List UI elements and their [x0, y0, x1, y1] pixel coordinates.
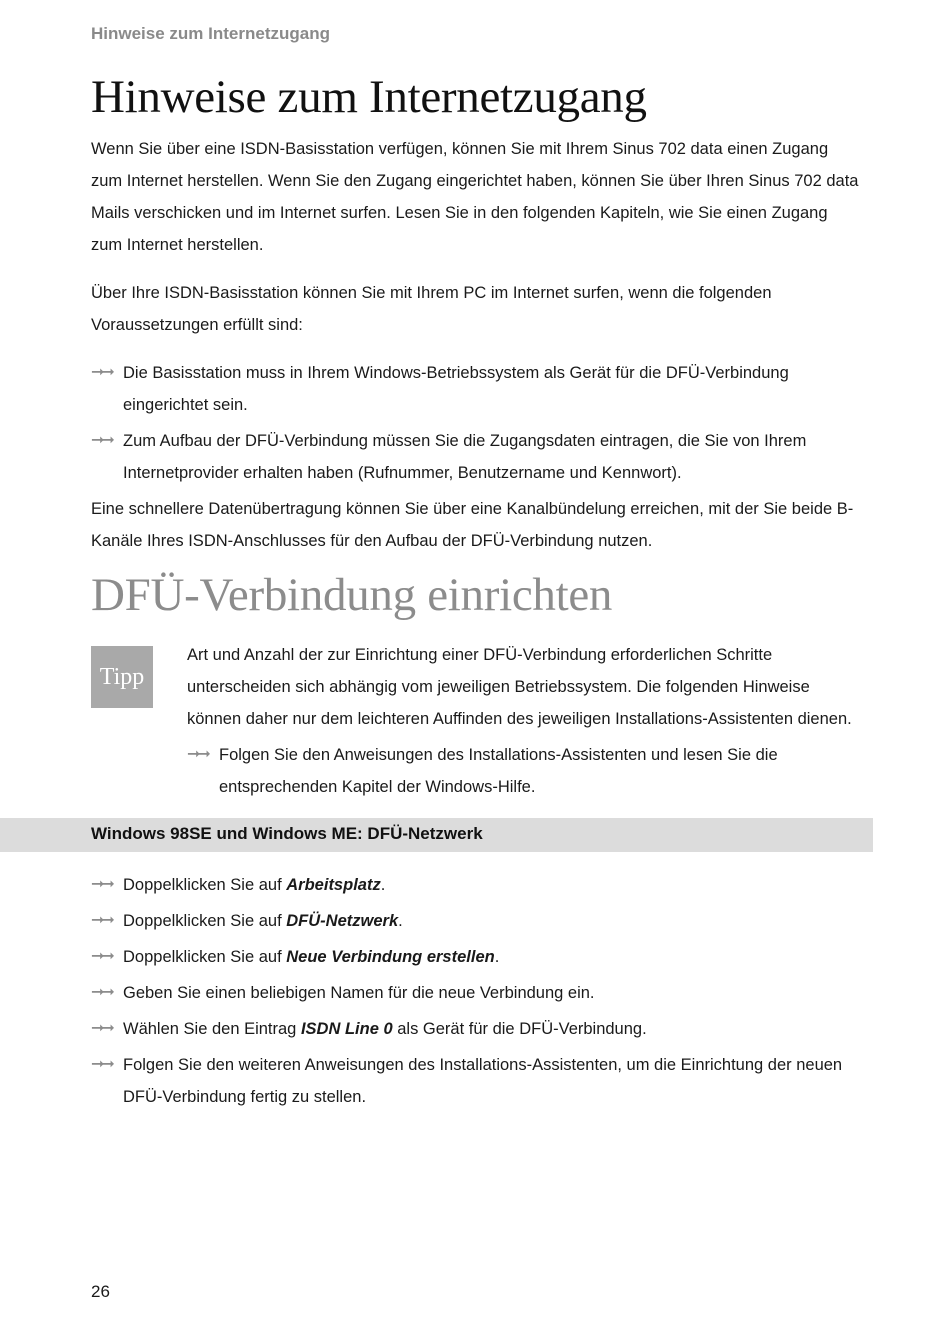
step-text-before: Geben Sie einen beliebigen Namen für die neue Verbindung ein.	[123, 984, 595, 1002]
running-head: Hinweise zum Internetzugang	[91, 24, 330, 43]
double-arrow-icon: ➞➞	[91, 876, 112, 893]
list-item	[91, 905, 863, 937]
list-item	[91, 425, 863, 489]
tip-label: Tipp	[99, 663, 145, 690]
intro-paragraph: Wenn Sie über eine ISDN-Basisstation verfügen, können Sie mit Ihrem Sinus 702 data einen Zugang zum Internet herstellen. Wenn Sie den Zugang eingerichtet haben, können Sie über Ihren Sinus 702 data Mails verschicken und im Internet surfen. Lesen Sie in den folgenden Kapiteln, wie Sie einen Zugang zum Internet herstellen.	[91, 140, 859, 254]
channel-bundling-paragraph: Eine schnellere Datenübertragung können Sie über eine Kanalbündelung erreichen, mit der Sie beide B-Kanäle Ihres ISDN-Anschlusses für den Aufbau der DFÜ-Verbindung nutzen.	[91, 500, 854, 550]
step-text-before: Wählen Sie den Eintrag	[123, 1020, 301, 1038]
list-item	[91, 1013, 863, 1045]
double-arrow-icon: ➞➞	[91, 364, 112, 381]
double-arrow-icon: ➞➞	[187, 746, 208, 763]
section-title: DFÜ-Verbindung einrichten	[91, 569, 613, 621]
list-item	[91, 1049, 863, 1113]
windows-section-bar	[0, 818, 873, 852]
tip-list	[187, 739, 863, 803]
list-item-text: Die Basisstation muss in Ihrem Windows-Betriebssystem als Gerät für die DFÜ-Verbindung eingerichtet sein.	[123, 364, 789, 414]
double-arrow-icon: ➞➞	[91, 1020, 112, 1037]
intro-block	[91, 133, 863, 557]
requirements-intro: Über Ihre ISDN-Basisstation können Sie mit Ihrem PC im Internet surfen, wenn die folgenden Voraussetzungen erfüllt sind:	[91, 284, 772, 334]
step-text-before: Doppelklicken Sie auf	[123, 876, 287, 894]
double-arrow-icon: ➞➞	[91, 912, 112, 929]
list-item-text: Folgen Sie den Anweisungen des Installations-Assistenten und lesen Sie die entsprechenden Kapitel der Windows-Hilfe.	[219, 746, 778, 796]
page-title: Hinweise zum Internetzugang	[91, 71, 647, 123]
step-text-before: Folgen Sie den weiteren Anweisungen des Installations-Assistenten, um die Einrichtung der neuen DFÜ-Verbindung fertig zu stellen.	[123, 1056, 843, 1106]
windows-steps-list	[91, 869, 863, 1117]
step-text-before: Doppelklicken Sie auf	[123, 948, 287, 966]
step-text-after: als Gerät für die DFÜ-Verbindung.	[392, 1020, 647, 1038]
page-number: 26	[91, 1282, 110, 1301]
step-ui-term: Neue Verbindung erstellen	[286, 948, 495, 966]
tip-block	[187, 639, 863, 803]
step-ui-term: DFÜ-Netzwerk	[286, 912, 399, 930]
list-item	[91, 977, 863, 1009]
tip-badge	[91, 646, 153, 708]
step-text-after: .	[398, 912, 403, 930]
step-ui-term: Arbeitsplatz	[286, 876, 381, 894]
windows-section-heading: Windows 98SE und Windows ME: DFÜ-Netzwerk	[91, 824, 483, 843]
double-arrow-icon: ➞➞	[91, 432, 112, 449]
list-item	[91, 941, 863, 973]
tip-text: Art und Anzahl der zur Einrichtung einer DFÜ-Verbindung erforderlichen Schritte unterscheiden sich abhängig vom jeweiligen Betriebssystem. Die folgenden Hinweise können daher nur dem leichteren Auffinden des jeweiligen Installations-Assistenten dienen.	[187, 646, 852, 728]
list-item	[91, 357, 863, 421]
step-ui-term: ISDN Line 0	[300, 1020, 393, 1038]
step-text-before: Doppelklicken Sie auf	[123, 912, 287, 930]
list-item	[187, 739, 863, 803]
step-text-after: .	[494, 948, 500, 966]
double-arrow-icon: ➞➞	[91, 948, 112, 965]
double-arrow-icon: ➞➞	[91, 1056, 112, 1073]
list-item	[91, 869, 863, 901]
requirements-list	[91, 357, 863, 489]
step-text-after: .	[380, 876, 386, 894]
double-arrow-icon: ➞➞	[91, 984, 112, 1001]
list-item-text: Zum Aufbau der DFÜ-Verbindung müssen Sie die Zugangsdaten eintragen, die Sie von Ihrem Internetprovider erhalten haben (Rufnummer, Benutzername und Kennwort).	[123, 432, 807, 482]
